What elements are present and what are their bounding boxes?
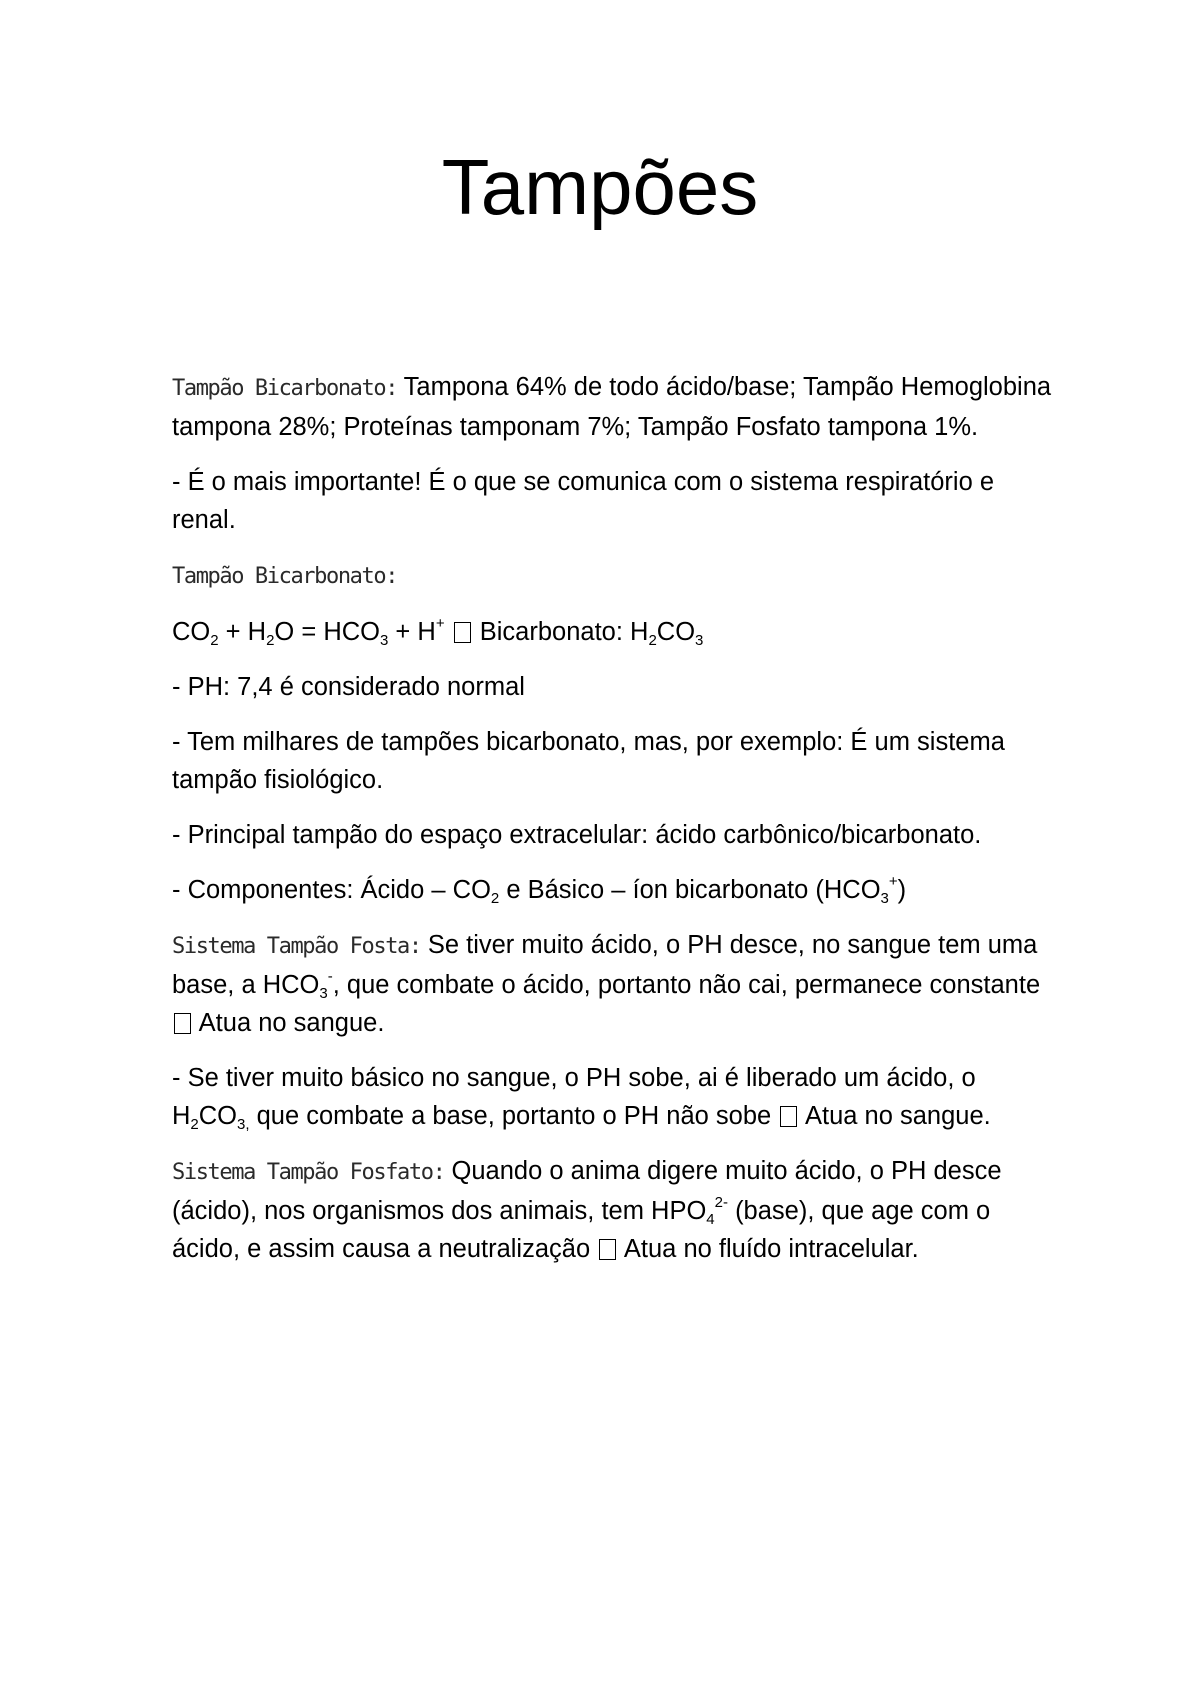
paragraph-extracellular: - Principal tampão do espaço extracelular: ácido carbônico/bicarbonato. [172, 821, 982, 849]
paragraph-basic-blood: - Se tiver muito básico no sangue, o PH sobe, ai é liberado um ácido, o $H_2CO_{3,}$ que combate a base, portanto o PH não sobe Atua no sangue. [172, 1064, 991, 1133]
section-label: Sistema Tampão Fosta: [172, 934, 421, 959]
section-label: Sistema Tampão Fosfato: [172, 1160, 445, 1185]
paragraph-fosta-system: Sistema Tampão Fosta: Se tiver muito ácido, o PH desce, no sangue tem uma base, a $HCO_3^-$, que combate o ácido, portanto não cai, permanece constante Atua no sangue. [172, 931, 1041, 1037]
section-label: Tampão Bicarbonato: [172, 376, 398, 401]
paragraph-ph-normal: - PH: 7,4 é considerado normal [172, 673, 525, 701]
paragraph-thousands-buffers: - Tem milhares de tampões bicarbonato, mas, por exemplo: É um sistema tampão fisiológico. [172, 728, 1005, 794]
document-title: Tampões [441, 143, 759, 231]
arrow-glyph-icon [780, 1106, 797, 1127]
paragraph-text: Tampona 64% de todo ácido/base; Tampão Hemoglobina tampona 28%; Proteínas tamponam 7%; Tampão Fosfato tampona 1%. [172, 373, 1052, 441]
arrow-glyph-icon [599, 1239, 616, 1260]
section-heading-bicarbonate [172, 556, 1052, 596]
chemical-equation: $CO_2 + H_2O = HCO_3 + H^+$ Bicarbonato: $H_2CO_3$ [172, 615, 704, 649]
document-body [172, 368, 1052, 1285]
paragraph-phosphate-system: Sistema Tampão Fosfato: Quando o anima digere muito ácido, o PH desce (ácido), nos organismos dos animais, tem $HPO_4^{2-}$ (base), que age com o ácido, e assim causa a neutralização Atua no fluído intracelular. [172, 1157, 1002, 1263]
paragraph-components: - Componentes: Ácido – $CO_2$ e Básico – íon bicarbonato $(HCO_3^+)$ [172, 873, 907, 907]
paragraph-bicarbonate-summary [172, 368, 1052, 446]
section-label: Tampão Bicarbonato: [172, 564, 398, 589]
arrow-glyph-icon [454, 622, 471, 643]
paragraph-most-important: - É o mais importante! É o que se comunica com o sistema respiratório e renal. [172, 468, 995, 534]
arrow-glyph-icon [174, 1013, 191, 1034]
